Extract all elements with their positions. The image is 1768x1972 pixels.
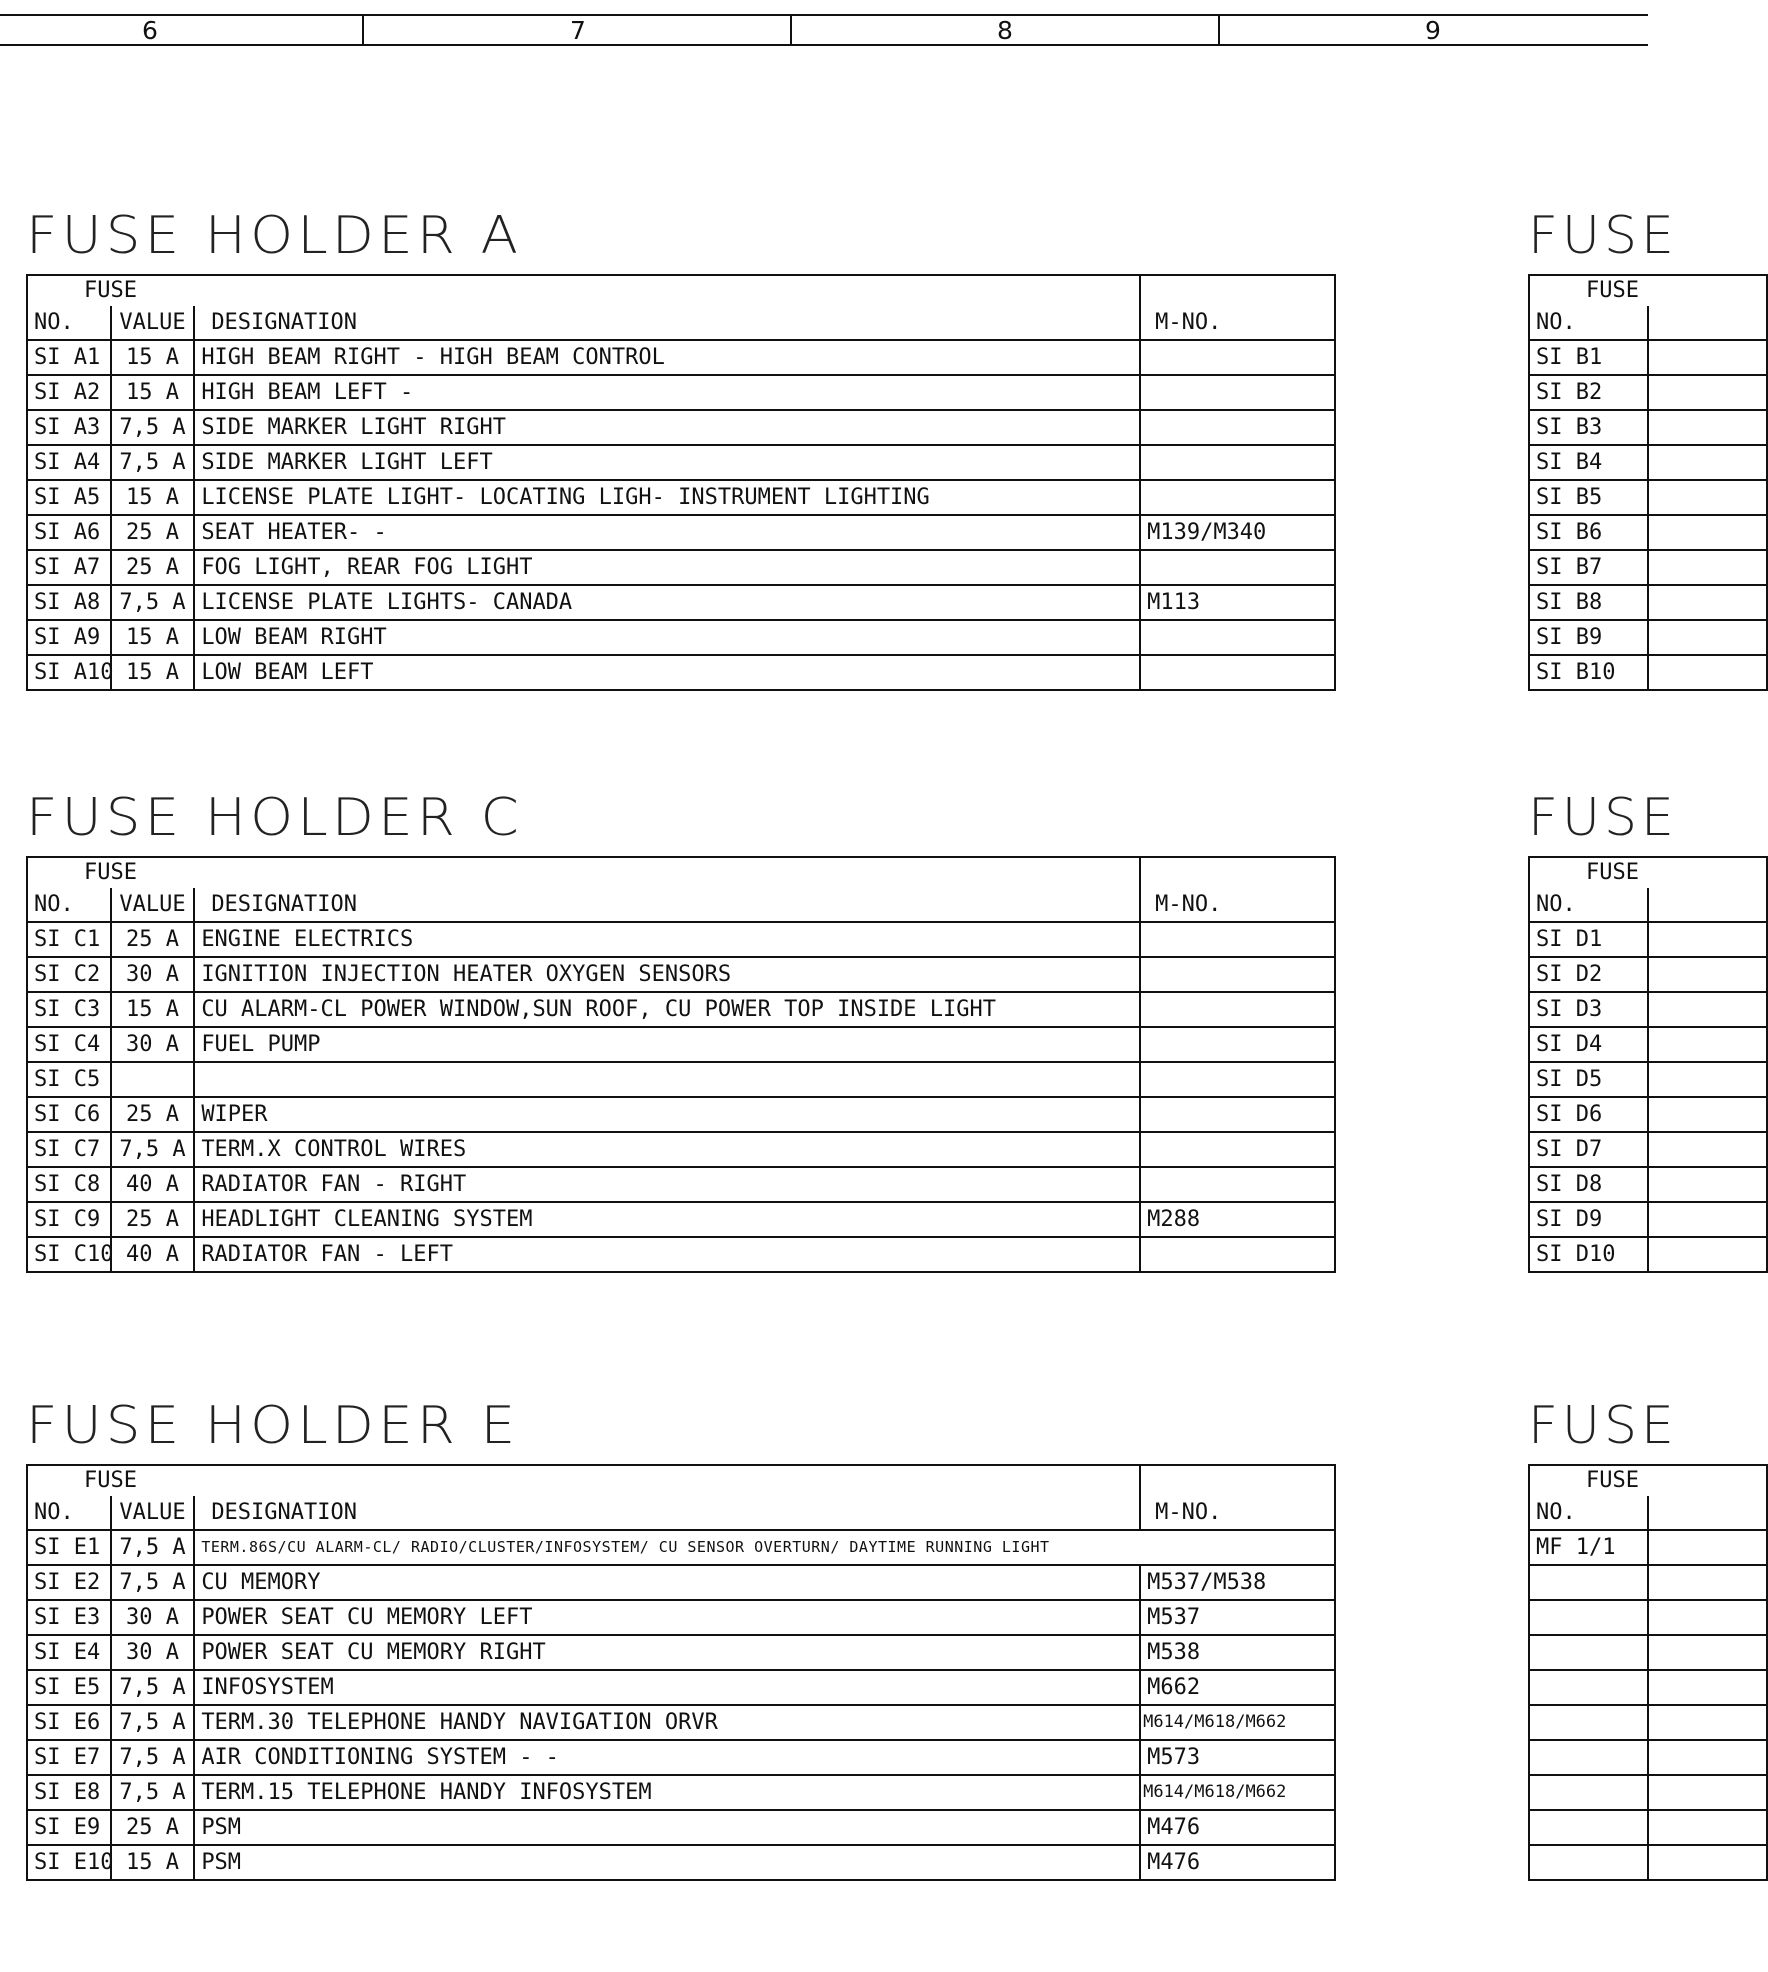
- fuse-number: SI A3: [27, 410, 111, 445]
- fuse-mno: [1140, 655, 1335, 690]
- section-title: FUSE: [1528, 206, 1678, 266]
- header-spacer: [1648, 306, 1767, 340]
- fuse-value: [1648, 585, 1767, 620]
- fuse-value: 30 A: [111, 1600, 195, 1635]
- table-row: [27, 1530, 1335, 1565]
- fuse-value: [1648, 410, 1767, 445]
- fuse-number: [1529, 1670, 1648, 1705]
- header-designation: DESIGNATION: [194, 1496, 1140, 1530]
- fuse-number: SI E5: [27, 1670, 111, 1705]
- fuse-value: [1648, 1132, 1767, 1167]
- fuse-holder-section: [26, 1398, 1336, 1881]
- fuse-table: [26, 274, 1336, 691]
- header-mno: M-NO.: [1140, 1496, 1335, 1530]
- fuse-value: [1648, 922, 1767, 957]
- fuse-number: SI C3: [27, 992, 111, 1027]
- fuse-value: 40 A: [111, 1167, 195, 1202]
- ruler-number: 7: [570, 16, 586, 45]
- section-title: FUSE HOLDER C: [26, 788, 523, 848]
- table-row: [1529, 1810, 1767, 1845]
- table-row: [1529, 620, 1767, 655]
- table-row: [27, 1097, 1335, 1132]
- header-fuse: FUSE: [27, 1465, 194, 1496]
- table-row: [27, 375, 1335, 410]
- table-row: [27, 1810, 1335, 1845]
- fuse-value: 25 A: [111, 1097, 195, 1132]
- fuse-mno: [1140, 957, 1335, 992]
- fuse-value: [1648, 1097, 1767, 1132]
- header-fuse: FUSE: [1529, 857, 1767, 888]
- fuse-value: 7,5 A: [111, 1565, 195, 1600]
- section-title: FUSE HOLDER A: [26, 206, 523, 266]
- fuse-designation: RADIATOR FAN - LEFT: [194, 1237, 1140, 1272]
- fuse-number: SI C2: [27, 957, 111, 992]
- header-spacer: [1140, 1465, 1335, 1496]
- table-row: [27, 1705, 1335, 1740]
- fuse-mno: [1140, 1167, 1335, 1202]
- table-row: [1529, 1740, 1767, 1775]
- header-no: NO.: [27, 306, 111, 340]
- fuse-value: 7,5 A: [111, 410, 195, 445]
- fuse-mno: [1140, 1132, 1335, 1167]
- fuse-designation: POWER SEAT CU MEMORY LEFT: [194, 1600, 1140, 1635]
- fuse-value: [111, 1062, 195, 1097]
- fuse-value: 7,5 A: [111, 1530, 195, 1565]
- table-row: [27, 1600, 1335, 1635]
- fuse-number: SI B3: [1529, 410, 1648, 445]
- fuse-value: 7,5 A: [111, 1132, 195, 1167]
- fuse-designation: TERM.15 TELEPHONE HANDY INFOSYSTEM: [194, 1775, 1140, 1810]
- fuse-value: 30 A: [111, 1027, 195, 1062]
- fuse-designation: LICENSE PLATE LIGHTS- CANADA: [194, 585, 1140, 620]
- fuse-mno: [1140, 445, 1335, 480]
- fuse-number: SI C1: [27, 922, 111, 957]
- fuse-value: [1648, 1565, 1767, 1600]
- header-designation: DESIGNATION: [194, 888, 1140, 922]
- fuse-number: [1529, 1600, 1648, 1635]
- fuse-value: 7,5 A: [111, 1705, 195, 1740]
- header-no: NO.: [1529, 1496, 1648, 1530]
- table-row: [1529, 992, 1767, 1027]
- header-no: NO.: [27, 1496, 111, 1530]
- fuse-value: [1648, 445, 1767, 480]
- table-row: [1529, 1845, 1767, 1880]
- fuse-number: SI E7: [27, 1740, 111, 1775]
- fuse-number: SI E1: [27, 1530, 111, 1565]
- fuse-number: SI B5: [1529, 480, 1648, 515]
- table-row: [1529, 1635, 1767, 1670]
- fuse-table: [26, 1464, 1336, 1881]
- header-no: NO.: [1529, 306, 1648, 340]
- fuse-number: SI A7: [27, 550, 111, 585]
- fuse-mno: [1140, 375, 1335, 410]
- fuse-designation: TERM.30 TELEPHONE HANDY NAVIGATION ORVR: [194, 1705, 1140, 1740]
- fuse-designation: IGNITION INJECTION HEATER OXYGEN SENSORS: [194, 957, 1140, 992]
- table-row: [1529, 1132, 1767, 1167]
- table-row: [27, 1167, 1335, 1202]
- fuse-number: SI E3: [27, 1600, 111, 1635]
- fuse-value: 7,5 A: [111, 1740, 195, 1775]
- table-row: [27, 620, 1335, 655]
- fuse-number: SI E9: [27, 1810, 111, 1845]
- fuse-mno: [1140, 1062, 1335, 1097]
- fuse-mno: M538: [1140, 1635, 1335, 1670]
- table-row: [27, 515, 1335, 550]
- fuse-number: SI B1: [1529, 340, 1648, 375]
- fuse-value: [1648, 375, 1767, 410]
- fuse-number: SI D2: [1529, 957, 1648, 992]
- fuse-number: MF 1/1: [1529, 1530, 1648, 1565]
- table-row: [27, 1740, 1335, 1775]
- fuse-number: SI B7: [1529, 550, 1648, 585]
- header-spacer: [194, 1465, 1140, 1496]
- fuse-designation: RADIATOR FAN - RIGHT: [194, 1167, 1140, 1202]
- table-row: [27, 655, 1335, 690]
- fuse-number: SI D7: [1529, 1132, 1648, 1167]
- fuse-mno: M113: [1140, 585, 1335, 620]
- fuse-designation: INFOSYSTEM: [194, 1670, 1140, 1705]
- table-row: [1529, 445, 1767, 480]
- fuse-designation: HIGH BEAM RIGHT - HIGH BEAM CONTROL: [194, 340, 1140, 375]
- fuse-value: [1648, 1530, 1767, 1565]
- fuse-value: [1648, 957, 1767, 992]
- fuse-value: [1648, 1740, 1767, 1775]
- fuse-mno: M614/M618/M662: [1140, 1705, 1335, 1740]
- fuse-number: SI D3: [1529, 992, 1648, 1027]
- fuse-number: SI C10: [27, 1237, 111, 1272]
- fuse-value: [1648, 620, 1767, 655]
- fuse-designation: SIDE MARKER LIGHT RIGHT: [194, 410, 1140, 445]
- table-row: [1529, 655, 1767, 690]
- table-row: [1529, 585, 1767, 620]
- fuse-mno: [1140, 922, 1335, 957]
- table-row: [27, 1845, 1335, 1880]
- table-row: [1529, 957, 1767, 992]
- section-title: FUSE HOLDER E: [26, 1396, 520, 1456]
- fuse-number: [1529, 1810, 1648, 1845]
- table-row: [1529, 410, 1767, 445]
- fuse-number: SI B8: [1529, 585, 1648, 620]
- fuse-mno: [1140, 992, 1335, 1027]
- fuse-mno: M662: [1140, 1670, 1335, 1705]
- fuse-designation: TERM.86S/CU ALARM-CL/ RADIO/CLUSTER/INFOSYSTEM/ CU SENSOR OVERTURN/ DAYTIME RUNNING LIGHT: [194, 1530, 1335, 1565]
- header-designation: DESIGNATION: [194, 306, 1140, 340]
- table-row: [27, 410, 1335, 445]
- fuse-number: SI B10: [1529, 655, 1648, 690]
- fuse-designation: WIPER: [194, 1097, 1140, 1132]
- fuse-designation: CU MEMORY: [194, 1565, 1140, 1600]
- fuse-designation: SIDE MARKER LIGHT LEFT: [194, 445, 1140, 480]
- table-row: [27, 1202, 1335, 1237]
- fuse-number: SI E8: [27, 1775, 111, 1810]
- table-row: [1529, 1565, 1767, 1600]
- table-row: [1529, 1167, 1767, 1202]
- fuse-designation: AIR CONDITIONING SYSTEM - -: [194, 1740, 1140, 1775]
- fuse-value: [1648, 1810, 1767, 1845]
- header-no: NO.: [27, 888, 111, 922]
- table-row: [1529, 1237, 1767, 1272]
- table-row: [27, 1635, 1335, 1670]
- fuse-mno: M139/M340: [1140, 515, 1335, 550]
- fuse-value: [1648, 550, 1767, 585]
- fuse-number: SI B9: [1529, 620, 1648, 655]
- fuse-mno: M288: [1140, 1202, 1335, 1237]
- fuse-value: 25 A: [111, 1810, 195, 1845]
- fuse-value: [1648, 1600, 1767, 1635]
- fuse-value: [1648, 992, 1767, 1027]
- fuse-number: SI C7: [27, 1132, 111, 1167]
- fuse-number: [1529, 1565, 1648, 1600]
- fuse-value: 15 A: [111, 992, 195, 1027]
- header-spacer: [1140, 857, 1335, 888]
- fuse-number: SI D5: [1529, 1062, 1648, 1097]
- section-title: FUSE: [1528, 788, 1678, 848]
- fuse-number: SI E10: [27, 1845, 111, 1880]
- fuse-number: SI D8: [1529, 1167, 1648, 1202]
- fuse-number: [1529, 1635, 1648, 1670]
- table-row: [27, 1062, 1335, 1097]
- header-fuse: FUSE: [1529, 1465, 1767, 1496]
- fuse-number: SI E6: [27, 1705, 111, 1740]
- fuse-designation: PSM: [194, 1845, 1140, 1880]
- fuse-designation: ENGINE ELECTRICS: [194, 922, 1140, 957]
- fuse-number: SI C8: [27, 1167, 111, 1202]
- fuse-holder-section-partial: [1528, 788, 1678, 1273]
- fuse-number: [1529, 1705, 1648, 1740]
- header-value: VALUE: [111, 888, 195, 922]
- fuse-value: 7,5 A: [111, 1670, 195, 1705]
- fuse-number: SI D4: [1529, 1027, 1648, 1062]
- table-row: [1529, 1202, 1767, 1237]
- fuse-number: SI D6: [1529, 1097, 1648, 1132]
- fuse-mno: M573: [1140, 1740, 1335, 1775]
- header-spacer: [194, 275, 1140, 306]
- fuse-number: [1529, 1740, 1648, 1775]
- fuse-mno: M476: [1140, 1845, 1335, 1880]
- fuse-number: SI D1: [1529, 922, 1648, 957]
- fuse-value: 15 A: [111, 1845, 195, 1880]
- fuse-table: [1528, 1464, 1768, 1881]
- table-row: [27, 1565, 1335, 1600]
- ruler-number: 8: [997, 16, 1013, 45]
- fuse-value: [1648, 1237, 1767, 1272]
- fuse-value: [1648, 1670, 1767, 1705]
- fuse-designation: FUEL PUMP: [194, 1027, 1140, 1062]
- fuse-value: [1648, 655, 1767, 690]
- fuse-number: SI E4: [27, 1635, 111, 1670]
- fuse-holder-section: [26, 208, 1336, 691]
- fuse-designation: CU ALARM-CL POWER WINDOW,SUN ROOF, CU POWER TOP INSIDE LIGHT: [194, 992, 1140, 1027]
- fuse-number: SI A4: [27, 445, 111, 480]
- fuse-value: 25 A: [111, 922, 195, 957]
- table-row: [1529, 515, 1767, 550]
- ruler-line-bottom: [0, 44, 1648, 46]
- fuse-number: SI B2: [1529, 375, 1648, 410]
- table-row: [27, 992, 1335, 1027]
- fuse-number: SI C5: [27, 1062, 111, 1097]
- fuse-number: SI A2: [27, 375, 111, 410]
- fuse-table: [26, 856, 1336, 1273]
- header-mno: M-NO.: [1140, 306, 1335, 340]
- fuse-value: 15 A: [111, 375, 195, 410]
- header-fuse: FUSE: [27, 857, 194, 888]
- fuse-designation: PSM: [194, 1810, 1140, 1845]
- fuse-designation: LOW BEAM LEFT: [194, 655, 1140, 690]
- table-row: [1529, 1062, 1767, 1097]
- fuse-number: SI B4: [1529, 445, 1648, 480]
- fuse-value: 30 A: [111, 957, 195, 992]
- table-row: [27, 1670, 1335, 1705]
- fuse-value: 25 A: [111, 1202, 195, 1237]
- header-spacer: [1648, 1496, 1767, 1530]
- header-mno: M-NO.: [1140, 888, 1335, 922]
- fuse-mno: [1140, 480, 1335, 515]
- table-row: [1529, 375, 1767, 410]
- ruler-number: 9: [1425, 16, 1441, 45]
- fuse-value: [1648, 340, 1767, 375]
- fuse-designation: HIGH BEAM LEFT -: [194, 375, 1140, 410]
- fuse-mno: M614/M618/M662: [1140, 1775, 1335, 1810]
- fuse-mno: [1140, 1097, 1335, 1132]
- table-row: [1529, 1530, 1767, 1565]
- fuse-value: 15 A: [111, 620, 195, 655]
- fuse-designation: HEADLIGHT CLEANING SYSTEM: [194, 1202, 1140, 1237]
- table-row: [27, 585, 1335, 620]
- ruler-tick: [362, 14, 364, 46]
- header-spacer: [194, 857, 1140, 888]
- ruler-line-top: [0, 14, 1648, 16]
- fuse-number: [1529, 1775, 1648, 1810]
- fuse-table: [1528, 274, 1768, 691]
- table-row: [27, 445, 1335, 480]
- table-row: [1529, 1027, 1767, 1062]
- fuse-designation: LOW BEAM RIGHT: [194, 620, 1140, 655]
- table-row: [1529, 1600, 1767, 1635]
- fuse-holder-section-partial: [1528, 206, 1678, 691]
- table-row: [1529, 922, 1767, 957]
- fuse-mno: [1140, 1237, 1335, 1272]
- fuse-value: 40 A: [111, 1237, 195, 1272]
- fuse-number: [1529, 1845, 1648, 1880]
- fuse-number: SI B6: [1529, 515, 1648, 550]
- fuse-number: SI A6: [27, 515, 111, 550]
- fuse-value: 25 A: [111, 550, 195, 585]
- fuse-designation: TERM.X CONTROL WIRES: [194, 1132, 1140, 1167]
- table-row: [1529, 1775, 1767, 1810]
- header-spacer: [1648, 888, 1767, 922]
- table-row: [1529, 1670, 1767, 1705]
- fuse-value: 15 A: [111, 340, 195, 375]
- table-row: [1529, 340, 1767, 375]
- table-row: [27, 1027, 1335, 1062]
- table-row: [1529, 550, 1767, 585]
- table-row: [27, 480, 1335, 515]
- fuse-value: 15 A: [111, 480, 195, 515]
- fuse-value: 30 A: [111, 1635, 195, 1670]
- fuse-value: [1648, 1705, 1767, 1740]
- fuse-number: SI C4: [27, 1027, 111, 1062]
- fuse-mno: [1140, 340, 1335, 375]
- fuse-mno: [1140, 620, 1335, 655]
- fuse-mno: M537: [1140, 1600, 1335, 1635]
- table-row: [27, 550, 1335, 585]
- fuse-mno: M476: [1140, 1810, 1335, 1845]
- fuse-number: SI D9: [1529, 1202, 1648, 1237]
- section-title: FUSE: [1528, 1396, 1678, 1456]
- header-value: VALUE: [111, 1496, 195, 1530]
- fuse-value: 7,5 A: [111, 585, 195, 620]
- fuse-designation: LICENSE PLATE LIGHT- LOCATING LIGH- INSTRUMENT LIGHTING: [194, 480, 1140, 515]
- fuse-number: SI E2: [27, 1565, 111, 1600]
- table-row: [27, 1237, 1335, 1272]
- fuse-designation: [194, 1062, 1140, 1097]
- fuse-value: 15 A: [111, 655, 195, 690]
- fuse-value: [1648, 1845, 1767, 1880]
- fuse-number: SI D10: [1529, 1237, 1648, 1272]
- fuse-value: [1648, 1062, 1767, 1097]
- table-row: [1529, 1097, 1767, 1132]
- table-row: [1529, 480, 1767, 515]
- fuse-value: 7,5 A: [111, 1775, 195, 1810]
- fuse-value: [1648, 1167, 1767, 1202]
- fuse-mno: [1140, 410, 1335, 445]
- header-value: VALUE: [111, 306, 195, 340]
- fuse-table: [1528, 856, 1768, 1273]
- fuse-number: SI A9: [27, 620, 111, 655]
- fuse-number: SI C9: [27, 1202, 111, 1237]
- fuse-designation: SEAT HEATER- -: [194, 515, 1140, 550]
- fuse-mno: [1140, 1027, 1335, 1062]
- header-fuse: FUSE: [1529, 275, 1767, 306]
- fuse-mno: [1140, 550, 1335, 585]
- table-row: [1529, 1705, 1767, 1740]
- fuse-value: [1648, 1775, 1767, 1810]
- fuse-value: [1648, 480, 1767, 515]
- table-row: [27, 922, 1335, 957]
- fuse-value: [1648, 1202, 1767, 1237]
- table-row: [27, 1775, 1335, 1810]
- ruler-tick: [790, 14, 792, 46]
- fuse-number: SI A1: [27, 340, 111, 375]
- fuse-number: SI A8: [27, 585, 111, 620]
- fuse-number: SI A10: [27, 655, 111, 690]
- fuse-value: [1648, 1635, 1767, 1670]
- fuse-holder-section: [26, 790, 1336, 1273]
- fuse-value: 25 A: [111, 515, 195, 550]
- fuse-number: SI C6: [27, 1097, 111, 1132]
- fuse-value: 7,5 A: [111, 445, 195, 480]
- fuse-number: SI A5: [27, 480, 111, 515]
- fuse-designation: POWER SEAT CU MEMORY RIGHT: [194, 1635, 1140, 1670]
- header-spacer: [1140, 275, 1335, 306]
- table-row: [27, 1132, 1335, 1167]
- table-row: [27, 957, 1335, 992]
- header-fuse: FUSE: [27, 275, 194, 306]
- fuse-mno: M537/M538: [1140, 1565, 1335, 1600]
- fuse-designation: FOG LIGHT, REAR FOG LIGHT: [194, 550, 1140, 585]
- grid-ruler: [0, 14, 1648, 48]
- fuse-value: [1648, 1027, 1767, 1062]
- fuse-holder-section-partial: [1528, 1396, 1678, 1881]
- table-row: [27, 340, 1335, 375]
- header-no: NO.: [1529, 888, 1648, 922]
- fuse-value: [1648, 515, 1767, 550]
- ruler-number: 6: [142, 16, 158, 45]
- ruler-tick: [1218, 14, 1220, 46]
